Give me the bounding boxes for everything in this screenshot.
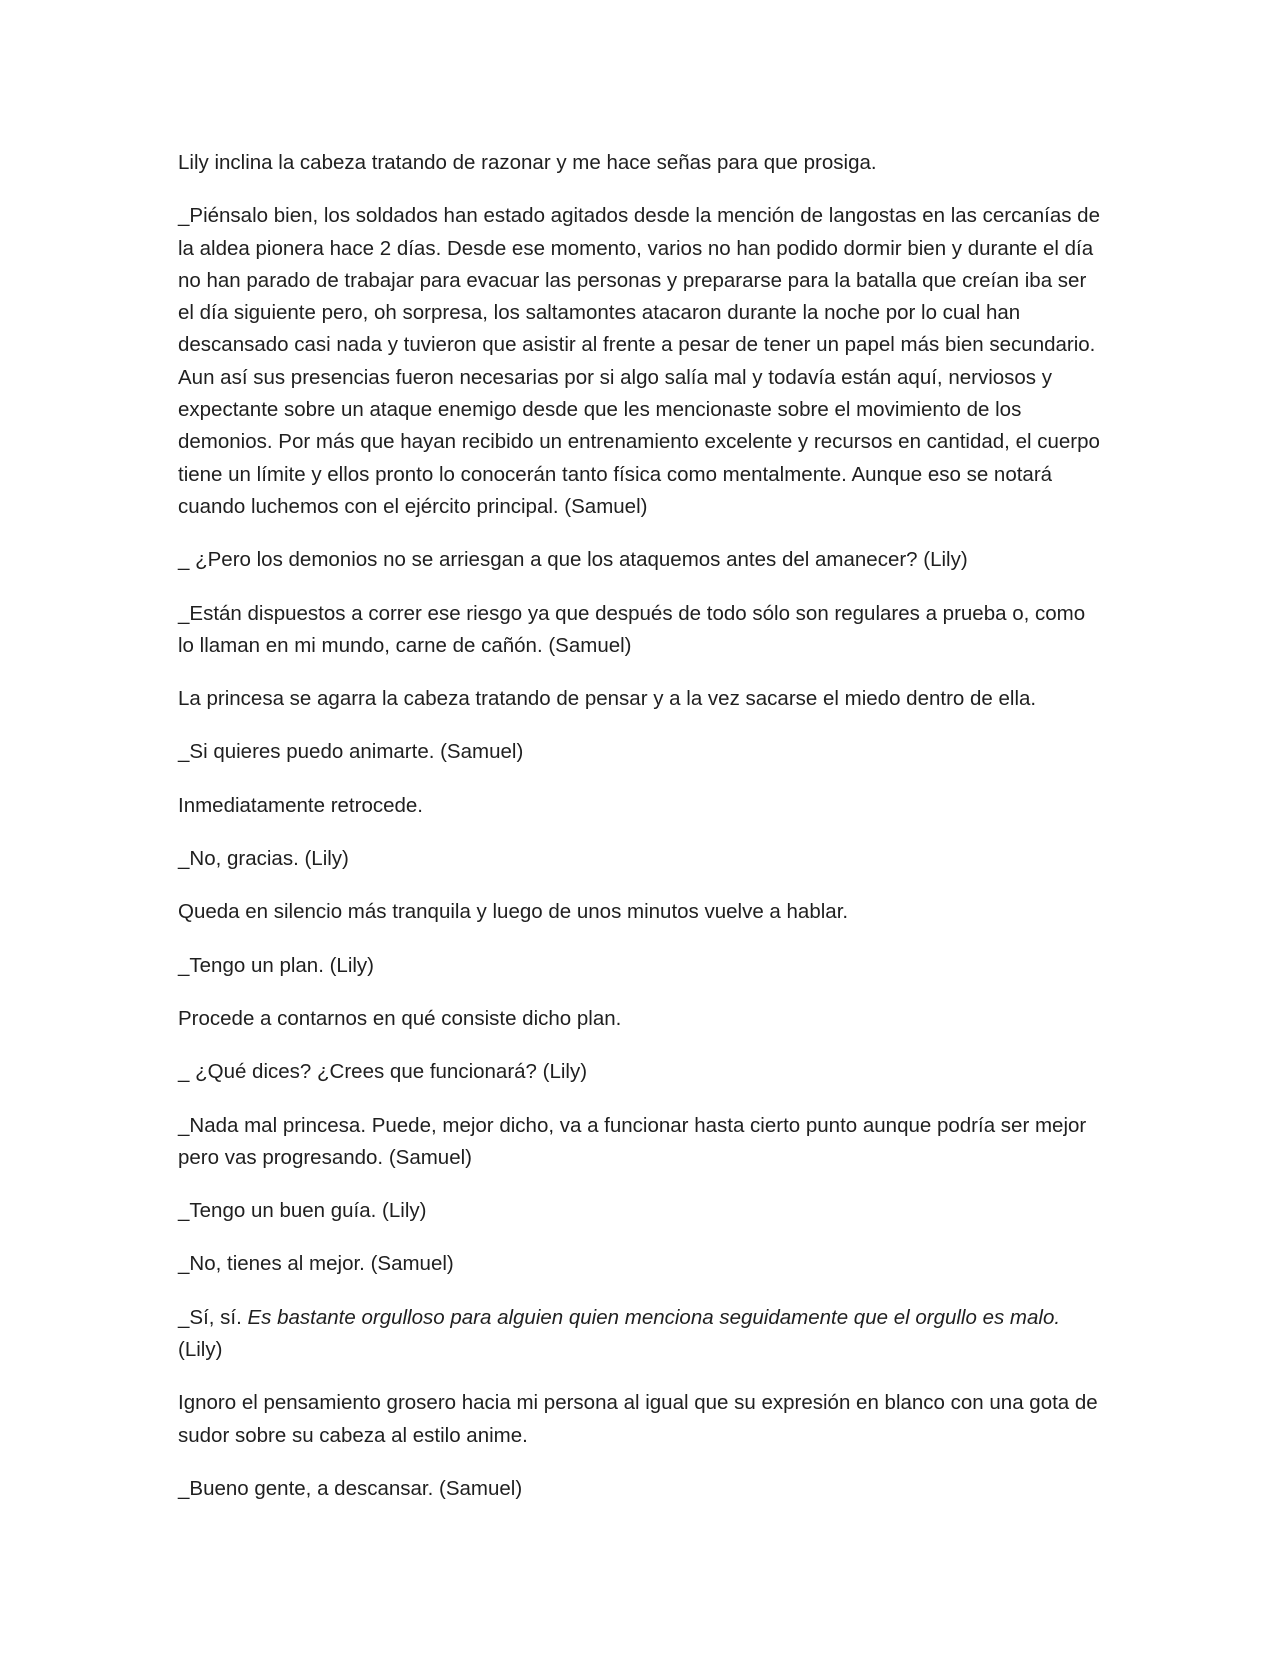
paragraph: _ ¿Pero los demonios no se arriesgan a que los ataquemos antes del amanecer? (Lily) (178, 548, 968, 572)
paragraph-with-thought (178, 1302, 1103, 1367)
dialogue-lead: _Sí, sí. (178, 1305, 248, 1329)
paragraph: _No, tienes al mejor. (Samuel) (178, 1252, 454, 1276)
paragraph: _ ¿Qué dices? ¿Crees que funcionará? (Lily) (178, 1060, 588, 1084)
paragraph: Lily inclina la cabeza tratando de razonar y me hace señas para que prosiga. (178, 151, 877, 174)
document-body (178, 147, 1103, 1526)
paragraph: _Tengo un buen guía. (Lily) (178, 1199, 427, 1223)
paragraph: _Si quieres puedo animarte. (Samuel) (178, 740, 524, 764)
speaker-tag: (Lily) (178, 1338, 223, 1362)
paragraph: Ignoro el pensamiento grosero hacia mi persona al igual que su expresión en blanco con una gota de sudor sobre su cabeza al estilo anime. (178, 1391, 1098, 1447)
paragraph: _Piénsalo bien, los soldados han estado agitados desde la mención de langostas en las cercanías de la aldea pionera hace 2 días. Desde ese momento, varios no han podido dormir bien y durante el día no han parado de trabajar para evacuar las personas y prepararse para la batalla que creían iba ser el día siguiente pero, oh sorpresa, los saltamontes atacaron durante la noche por lo cual han descansado casi nada y tuvieron que asistir al frente a pesar de tener un papel más bien secundario. Aun así sus presencias fueron necesarias por si algo salía mal y todavía están aquí, nerviosos y expectante sobre un ataque enemigo desde que les mencionaste sobre el movimiento de los demonios. Por más que hayan recibido un entrenamiento excelente y recursos en cantidad, el cuerpo tiene un límite y ellos pronto lo conocerán tanto física como mentalmente. Aunque eso se notará cuando luchemos con el ejército principal. (Samuel) (178, 204, 1100, 518)
paragraph: La princesa se agarra la cabeza tratando de pensar y a la vez sacarse el miedo dentro de ella. (178, 687, 1037, 711)
paragraph: Queda en silencio más tranquila y luego de unos minutos vuelve a hablar. (178, 900, 849, 924)
paragraph: _Tengo un plan. (Lily) (178, 953, 375, 977)
paragraph: _Están dispuestos a correr ese riesgo ya que después de todo sólo son regulares a prueba o, como lo llaman en mi mundo, carne de cañón. (Samuel) (178, 601, 1086, 657)
paragraph: Procede a contarnos en qué consiste dicho plan. (178, 1006, 622, 1030)
paragraph: _No, gracias. (Lily) (178, 847, 349, 871)
paragraph: _Bueno gente, a descansar. (Samuel) (178, 1476, 523, 1500)
italic-thought: Es bastante orgulloso para alguien quien menciona seguidamente que el orgullo es malo. (247, 1305, 1061, 1329)
paragraph: _Nada mal princesa. Puede, mejor dicho, va a funcionar hasta cierto punto aunque podría ser mejor pero vas progresando. (Samuel) (178, 1113, 1087, 1169)
paragraph: Inmediatamente retrocede. (178, 793, 423, 817)
